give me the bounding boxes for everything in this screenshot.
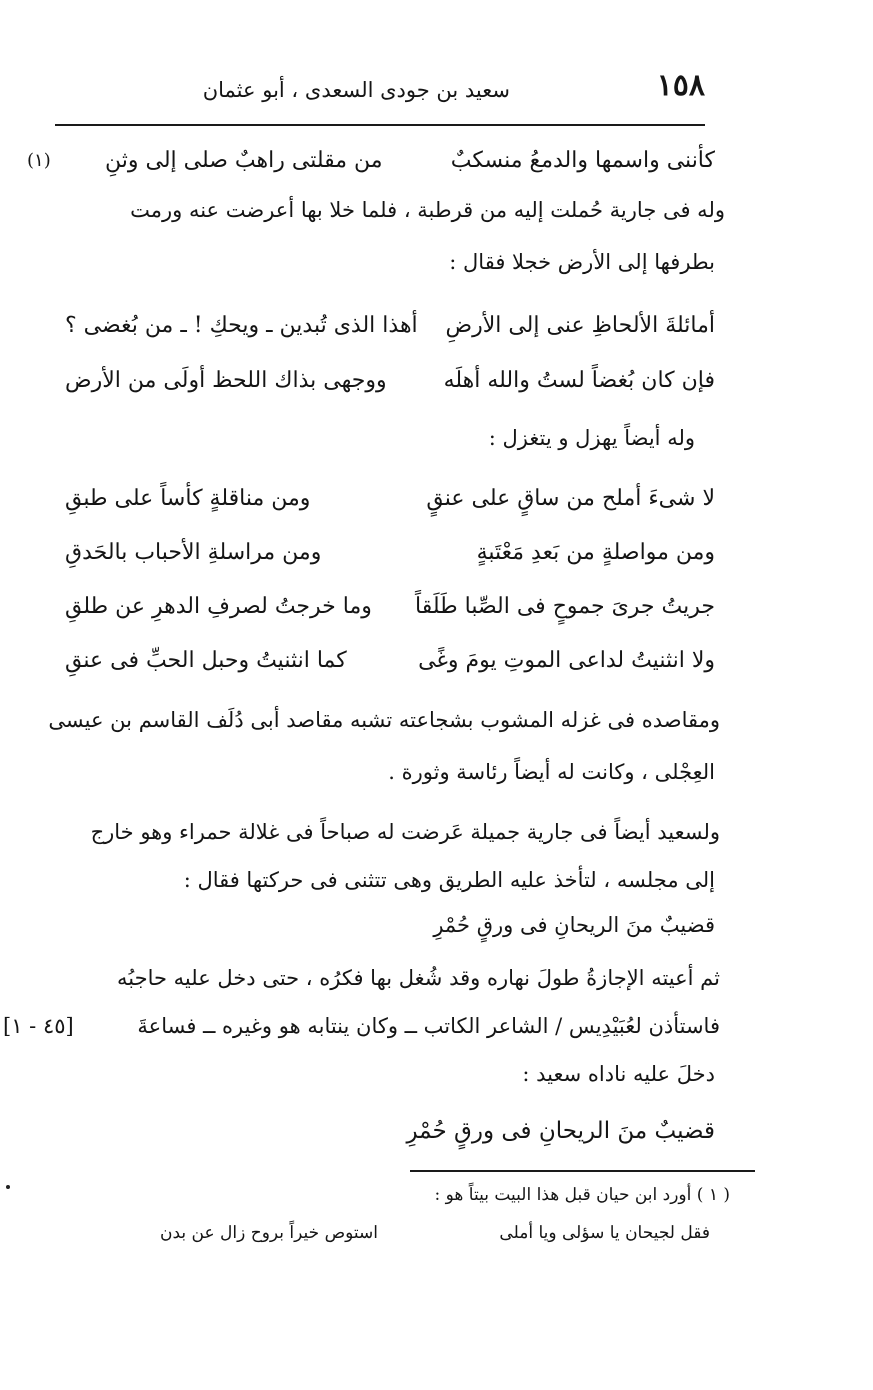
running-head: سعيد بن جودى السعدى ، أبو عثمان <box>202 78 510 102</box>
footnote-intro: ( ١ ) أورد ابن حيان قبل هذا البيت بيتاً هو : <box>434 1185 730 1205</box>
verse-first-hemistich: لا شىءَ أملح من ساقٍ على عنقٍ <box>426 486 715 511</box>
prose-line: دخلَ عليه ناداه سعيد : <box>522 1062 715 1086</box>
manuscript-folio-reference: [٤٥ - ١] <box>3 1014 74 1038</box>
footnote-verse-second: استوص خيراً بروح زال عن بدن <box>160 1223 378 1243</box>
verse-first-hemistich: كأننى واسمها والدمعُ منسكبٌ <box>450 148 715 173</box>
prose-line: بطرفها إلى الأرض خجلا فقال : <box>449 250 715 274</box>
footnotes <box>130 1185 730 1275</box>
footnote-verse-first: فقل لجيحان يا سؤلى ويا أملى <box>499 1223 710 1243</box>
verse-second-hemistich: من مقلتى راهبٌ صلى إلى وثنِ <box>105 148 383 173</box>
verse-first-hemistich: جريتُ جرىَ جموحٍ فى الصِّبا طَلَقاً <box>415 594 715 619</box>
prose-line: ولسعيد أيضاً فى جارية جميلة عَرضت له صباحاً فى غلالة حمراء وهو خارج <box>90 820 720 844</box>
verse-first-hemistich: ومن مواصلةٍ من بَعدِ مَعْتَبةٍ <box>476 540 715 565</box>
header-rule <box>55 124 705 126</box>
verse-second-hemistich: أهذا الذى تُبدين ـ ويحكِ ! ـ من بُغضى ؟ <box>65 313 418 338</box>
prose-line: العِجْلى ، وكانت له أيضاً رئاسة وثورة . <box>388 760 715 784</box>
verse-hemistich: قضيبٌ منَ الريحانِ فى ورقٍ حُمْرِ <box>433 913 715 937</box>
verse-first-hemistich: أمائلةَ الألحاظِ عنى إلى الأرضِ <box>445 313 715 338</box>
verse-second-hemistich: وما خرجتُ لصرفِ الدهرِ عن طلقِ <box>65 594 372 619</box>
verse-second-hemistich: ومن مناقلةٍ كأساً على طبقِ <box>65 486 311 511</box>
verse-second-hemistich: ووجهى بذاك اللحظ أولَى من الأرض <box>65 368 387 393</box>
main-text <box>3 128 725 1188</box>
prose-line: ثم أعيته الإجازةُ طولَ نهاره وقد شُغل بها فكرُه ، حتى دخل عليه حاجبُه <box>117 966 720 990</box>
prose-line: ومقاصده فى غزله المشوب بشجاعته تشبه مقاصد أبى دُلَف القاسم بن عيسى <box>48 708 720 732</box>
footnote-rule <box>410 1170 755 1172</box>
prose-line: إلى مجلسه ، لتأخذ عليه الطريق وهى تتثنى فى حركتها فقال : <box>183 868 715 892</box>
page-number: ١٥٨ <box>656 68 705 103</box>
verse-second-hemistich: ومن مراسلةِ الأحباب بالحَدقِ <box>65 540 322 565</box>
prose-line: وله فى جارية حُملت إليه من قرطبة ، فلما خلا بها أعرضت عنه ورمت <box>130 198 725 222</box>
verse-first-hemistich: فإن كان بُغضاً لستُ والله أهلَه <box>443 368 715 393</box>
verse-second-hemistich: كما انثنيتُ وحبل الحبِّ فى عنقِ <box>65 648 347 673</box>
page-header <box>55 60 705 120</box>
footnote-marker: (١) <box>27 150 51 171</box>
verse-hemistich: قضيبٌ منَ الريحانِ فى ورقٍ حُمْرِ <box>406 1118 715 1144</box>
stray-dot <box>6 1185 10 1189</box>
verse-first-hemistich: ولا انثنيتُ لداعى الموتِ يومَ وغًى <box>418 648 715 673</box>
prose-line: فاستأذن لعُبَيْدِيس / الشاعر الكاتب ــ وكان ينتابه هو وغيره ــ فساعةَ <box>137 1014 720 1038</box>
prose-line: وله أيضاً يهزل و يتغزل : <box>488 426 695 450</box>
